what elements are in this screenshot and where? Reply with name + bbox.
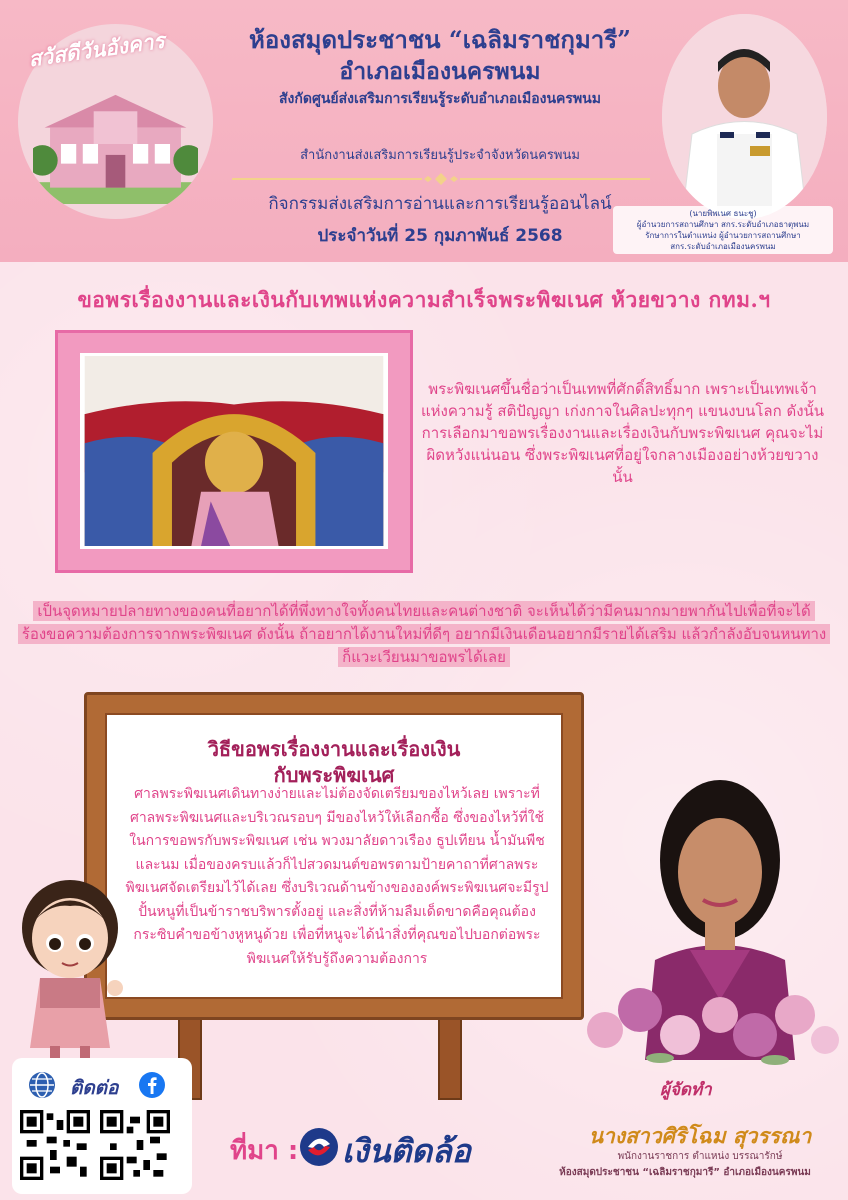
director-title-2: รักษาการในตำแหน่ง ผู้อำนวยการสถานศึกษา <box>645 231 801 240</box>
wooden-board <box>84 692 584 1020</box>
flower-decoration <box>580 980 840 1070</box>
date-text: ประจำวันที่ 25 กุมภาพันธ์ 2568 <box>317 226 563 246</box>
destination-paragraph <box>16 600 832 669</box>
globe-icon[interactable] <box>28 1071 56 1099</box>
maker-name: นางสาวศิริโฉม สุวรรณา <box>588 1123 812 1148</box>
activity-text: กิจกรรมส่งเสริมการอ่านและการเรียนรู้ออนไลน์ <box>268 194 612 214</box>
board-body-text: ศาลพระพิฆเนศเดินทางง่ายและไม่ต้องจัดเตรียมของไหว้เลย เพราะที่ศาลพระพิฆเนศและบริเวณรอบๆ มีของไหว้ให้เลือกซื้อ ซึ่งของไหว้ที่ใช้ในการขอพรกับพระพิฆเนศ เช่น พวงมาลัยดาวเรือง ธูปเทียน น้ำมันพืชและนม เมื่อของครบแล้วก็ไปสวดมนต์ขอพรตามป้ายคาถาที่ศาลพระพิฆเนศจัดเตรียมไว้ได้เลย ซึ่งบริเวณด้านข้างขององค์พระพิฆเนศจะมีรูปปั้นหนูที่เป็นข้าราชบริพารตั้งอยู่ และสิ่งที่ห้ามลืมเด็ดขาดคือคุณต้องกระซิบคำขอข้างหูหนูด้วย เพื่อที่หนูจะได้นำสิ่งที่คุณขอไปบอกต่อพระพิฆเนศให้รับรู้ถึงความต้องการ <box>125 786 549 967</box>
qr-code-facebook[interactable] <box>100 1110 170 1180</box>
ganesha-photo-frame <box>55 330 413 573</box>
director-title-3: สกร.ระดับอำเภอเมืองนครพนม <box>670 242 776 251</box>
board-title-line2: กับพระพิฆเนศ <box>273 763 395 787</box>
library-name: ห้องสมุดประชาชน “เฉลิมราชกุมารี” <box>249 25 631 54</box>
greeting-text: สวัสดีวันอังคาร <box>26 27 167 72</box>
maker-label: ผู้จัดทำ <box>660 1080 712 1100</box>
contact-label: ติดต่อ <box>70 1077 119 1099</box>
source-logo-text: เงินติดล้อ <box>342 1132 471 1170</box>
ganesha-description: พระพิฆเนศขึ้นชื่อว่าเป็นเทพที่ศักดิ์สิทธิ์มาก เพราะเป็นเทพเจ้าแห่งความรู้ สติปัญญา เก่งกาจในศิลปะทุกๆ แขนงบนโลก ดังนั้น การเลือกมาขอพรเรื่องงานและเรื่องเงินกับพระพิฆเนศ คุณจะไม่ผิดหวังแน่นอน ซึ่งพระพิฆเนศที่อยู่ใจกลางเมืองอย่างห้วยขวางนั้น <box>420 380 825 486</box>
source-label: ที่มา : <box>230 1136 299 1166</box>
cartoon-girl-illustration <box>10 868 130 1060</box>
director-photo <box>662 14 827 219</box>
office-text: สำนักงานส่งเสริมการเรียนรู้ประจำจังหวัดนครพนม <box>300 148 580 163</box>
affiliation-text: สังกัดศูนย์ส่งเสริมการเรียนรู้ระดับอำเภอเมืองนครพนม <box>279 91 601 107</box>
director-caption <box>613 206 833 254</box>
headline: ขอพรเรื่องงานและเงินกับเทพแห่งความสำเร็จพระพิฆเนศ ห้วยขวาง กทม.ฯ <box>77 287 771 312</box>
source-logo-icon <box>298 1126 340 1168</box>
board-title-line1: วิธีขอพรเรื่องงานและเรื่องเงิน <box>207 737 461 761</box>
qr-code-website[interactable] <box>20 1110 90 1180</box>
maker-role: พนักงานราชการ ตำแหน่ง บรรณารักษ์ <box>617 1151 783 1162</box>
district-name: อำเภอเมืองนครพนม <box>339 58 541 85</box>
director-title-1: ผู้อำนวยการสถานศึกษา สกร.ระดับอำเภอธาตุพนม <box>636 220 810 229</box>
ornament-divider <box>232 172 650 186</box>
ganesha-photo <box>80 353 388 549</box>
director-name: (นายพิพเนศ ธนะชู) <box>689 209 757 218</box>
board-leg-right <box>438 1010 462 1100</box>
facebook-icon[interactable] <box>138 1071 166 1099</box>
maker-organization: ห้องสมุดประชาชน “เฉลิมราชกุมารี” อำเภอเมืองนครพนม <box>559 1167 811 1178</box>
destination-paragraph-text: เป็นจุดหมายปลายทางของคนที่อยากได้ที่พึ่งทางใจทั้งคนไทยและคนต่างชาติ จะเห็นได้ว่ามีคนมากมายพากันไปเพื่อที่จะได้ร้องขอความต้องการจากพระพิฆเนศ ดังนั้น ถ้าอยากได้งานใหม่ที่ดีๆ อยากมีเงินเดือนอยากมีรายได้เสริม แล้วกำลังอับจนหนทาง ก็แวะเวียนมาขอพรได้เลย <box>18 601 830 667</box>
